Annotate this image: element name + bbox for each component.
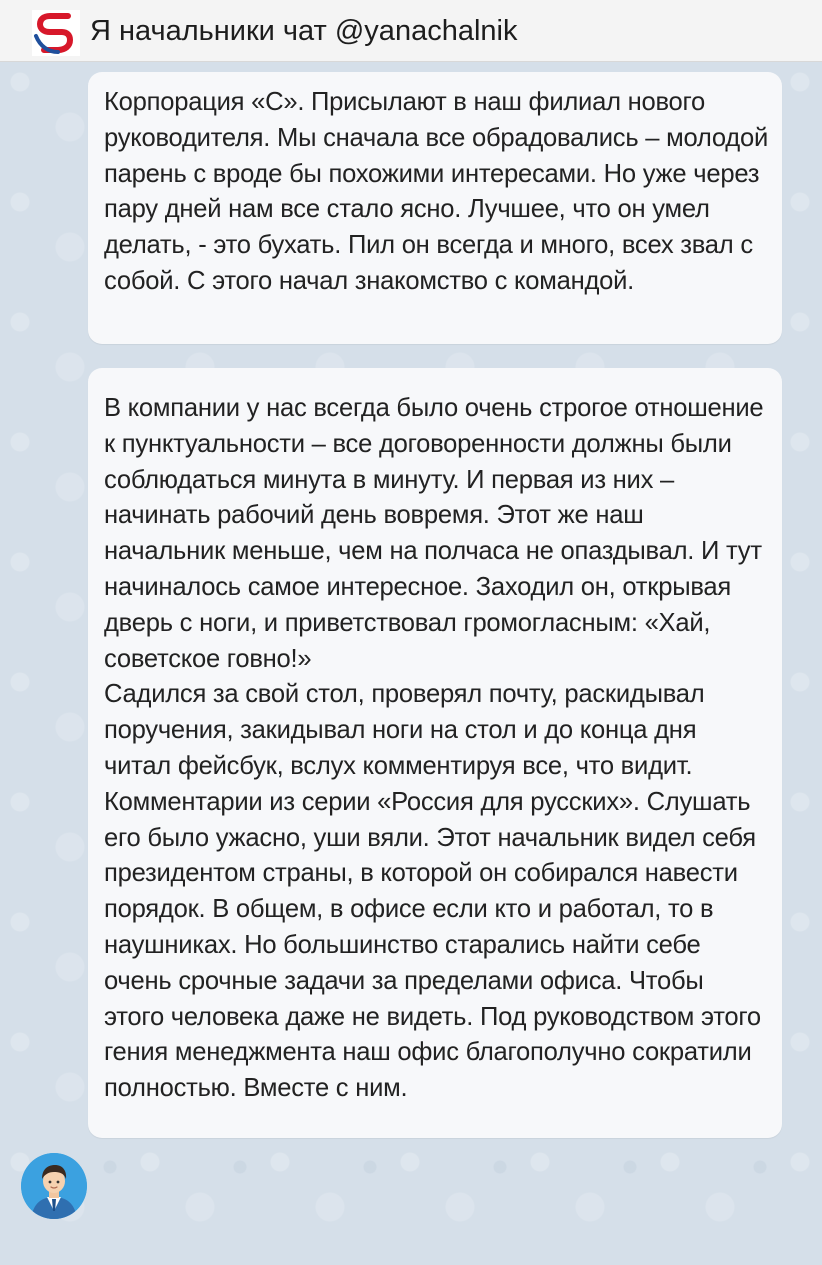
channel-logo-s-icon[interactable] bbox=[32, 10, 80, 56]
message-bubble[interactable] bbox=[88, 72, 782, 344]
chat-title[interactable]: Я начальники чат @yanachalnik bbox=[90, 15, 518, 47]
message-text: Корпорация «С». Присылают в наш филиал нового руководителя. Мы сначала все обрадовались – молодой парень с вроде бы похожими интересами. Но уже через пару дней нам все стало ясно. Лучшее, что он умел делать, - это бухать. Пил он всегда и много, всех звал с собой. С этого начал знакомство с командой. bbox=[104, 88, 768, 295]
businessman-avatar-icon bbox=[21, 1153, 87, 1219]
message-text: Садился за свой стол, проверял почту, раскидывал поручения, закидывал ноги на стол и до конца дня читал фейсбук, вслух комментируя все, что видит. Комментарии из серии «Россия для русских». Слушать его было ужасно, уши вяли. Этот начальник видел себя президентом страны, в которой он собирался навести порядок. В общем, в офисе если кто и работал, то в наушниках. Но большинство старались найти себе очень срочные задачи за пределами офиса. Чтобы этого человека даже не видеть. Под руководством этого гения менеджмента наш офис благополучно сократили полностью. Вместе с ним. bbox=[104, 680, 761, 1103]
message-bubble[interactable] bbox=[88, 368, 782, 1138]
sender-avatar[interactable] bbox=[21, 1153, 87, 1219]
chat-header[interactable] bbox=[0, 0, 822, 62]
message-text: В компании у нас всегда было очень строгое отношение к пунктуальности – все договоренности должны были соблюдаться минута в минуту. И первая из них – начинать рабочий день вовремя. Этот же наш начальник меньше, чем на полчаса не опаздывал. И тут начиналось самое интересное. Заходил он, открывая дверь с ноги, и приветствовал громогласным: «Хай, советское говно!» bbox=[104, 394, 764, 673]
